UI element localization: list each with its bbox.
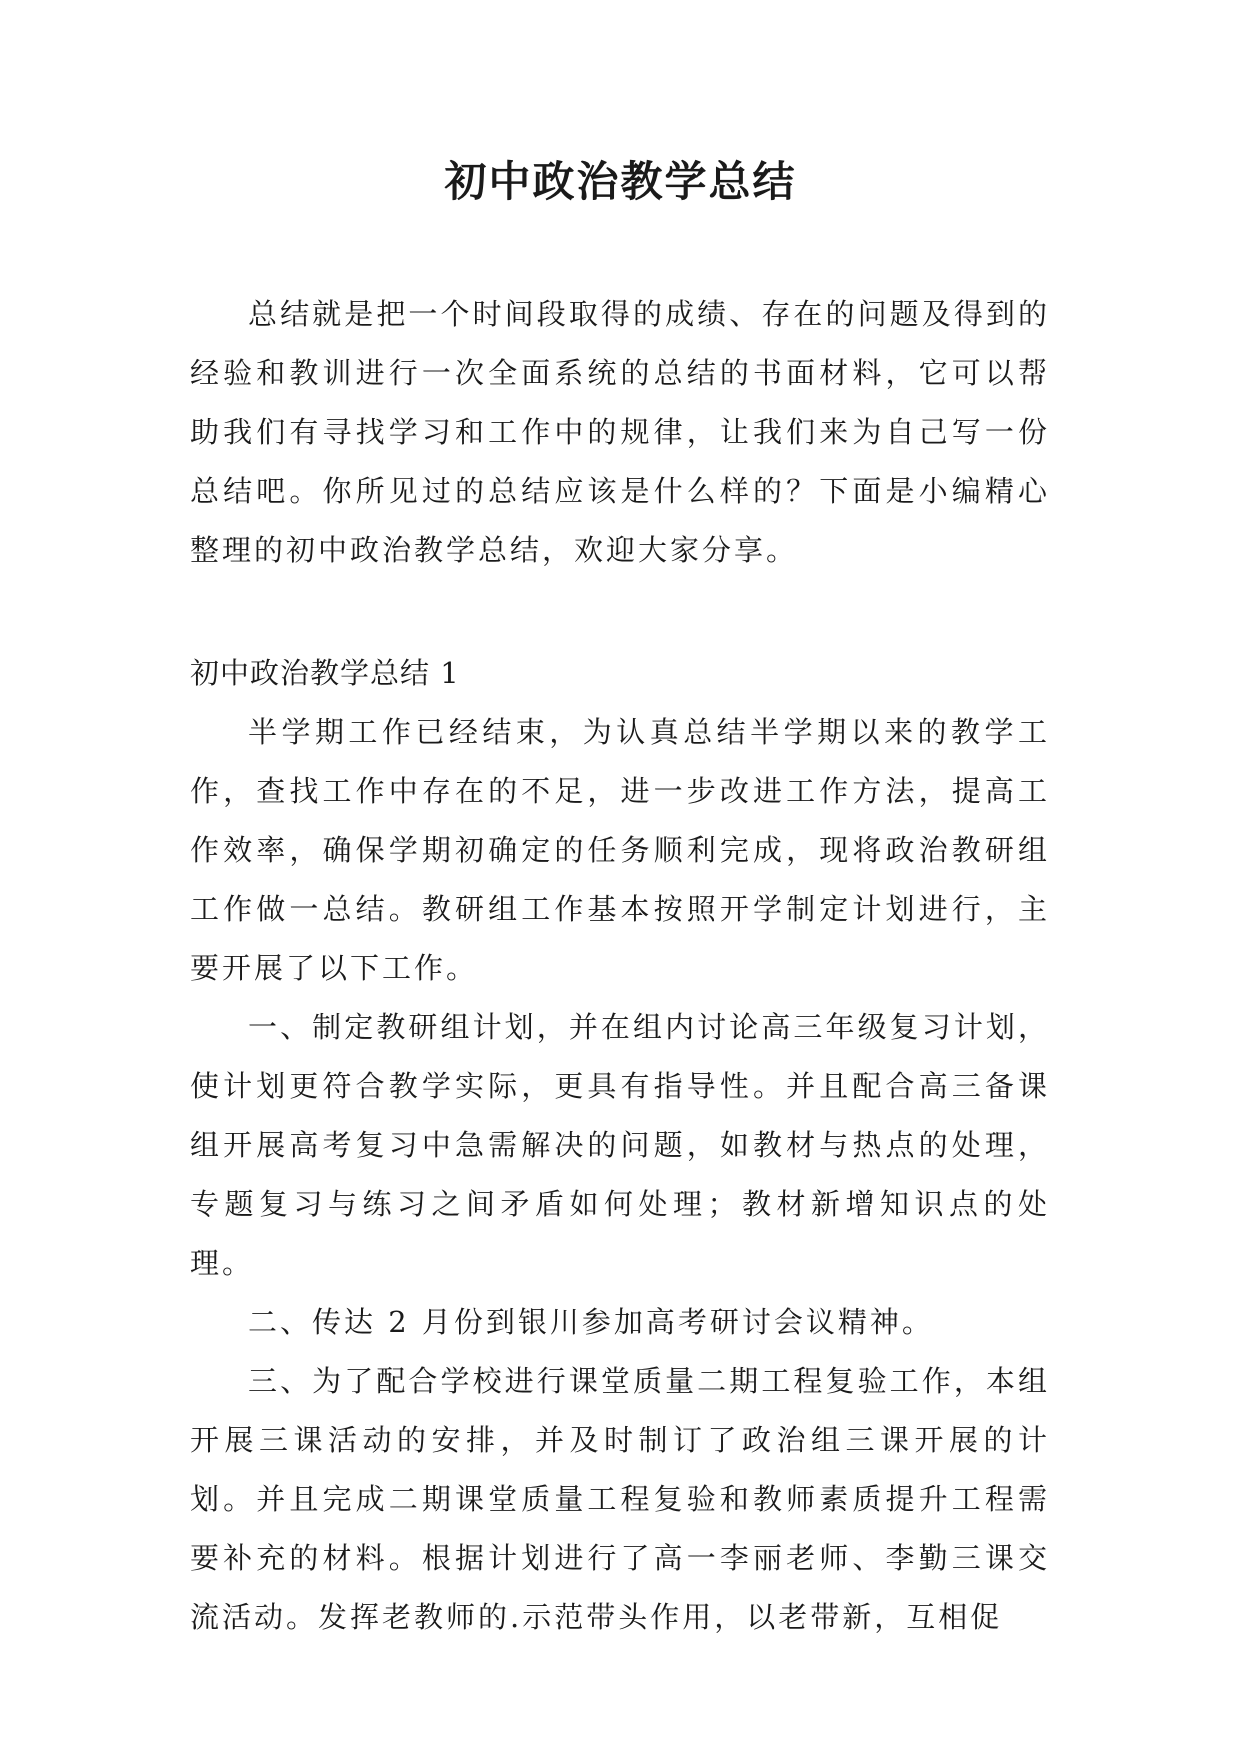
document-body: [190, 285, 1050, 1647]
section-heading: 初中政治教学总结 1: [190, 656, 460, 690]
body-paragraph-3: 二、传达 2 月份到银川参加高考研讨会议精神。: [248, 1305, 934, 1339]
intro-paragraph: 总结就是把一个时间段取得的成绩、存在的问题及得到的经验和教训进行一次全面系统的总结的书面材料，它可以帮助我们有寻找学习和工作中的规律，让我们来为自己写一份总结吧。你所见过的总结应该是什么样的？下面是小编精心整理的初中政治教学总结，欢迎大家分享。: [190, 297, 1050, 567]
body-paragraph-2: 一、制定教研组计划，并在组内讨论高三年级复习计划，使计划更符合教学实际，更具有指导性。并且配合高三备课组开展高考复习中急需解决的问题，如教材与热点的处理，专题复习与练习之间矛盾如何处理；教材新增知识点的处理。: [190, 1010, 1050, 1280]
document-title: 初中政治教学总结: [444, 157, 797, 206]
body-paragraph-1: 半学期工作已经结束，为认真总结半学期以来的教学工作，查找工作中存在的不足，进一步改进工作方法，提高工作效率，确保学期初确定的任务顺利完成，现将政治教研组工作做一总结。教研组工作基本按照开学制定计划进行，主要开展了以下工作。: [190, 715, 1050, 985]
body-paragraph-4: 三、为了配合学校进行课堂质量二期工程复验工作，本组开展三课活动的安排，并及时制订了政治组三课开展的计划。并且完成二期课堂质量工程复验和教师素质提升工程需要补充的材料。根据计划进行了高一李丽老师、李勤三课交流活动。发挥老教师的.示范带头作用，以老带新，互相促: [190, 1364, 1050, 1634]
